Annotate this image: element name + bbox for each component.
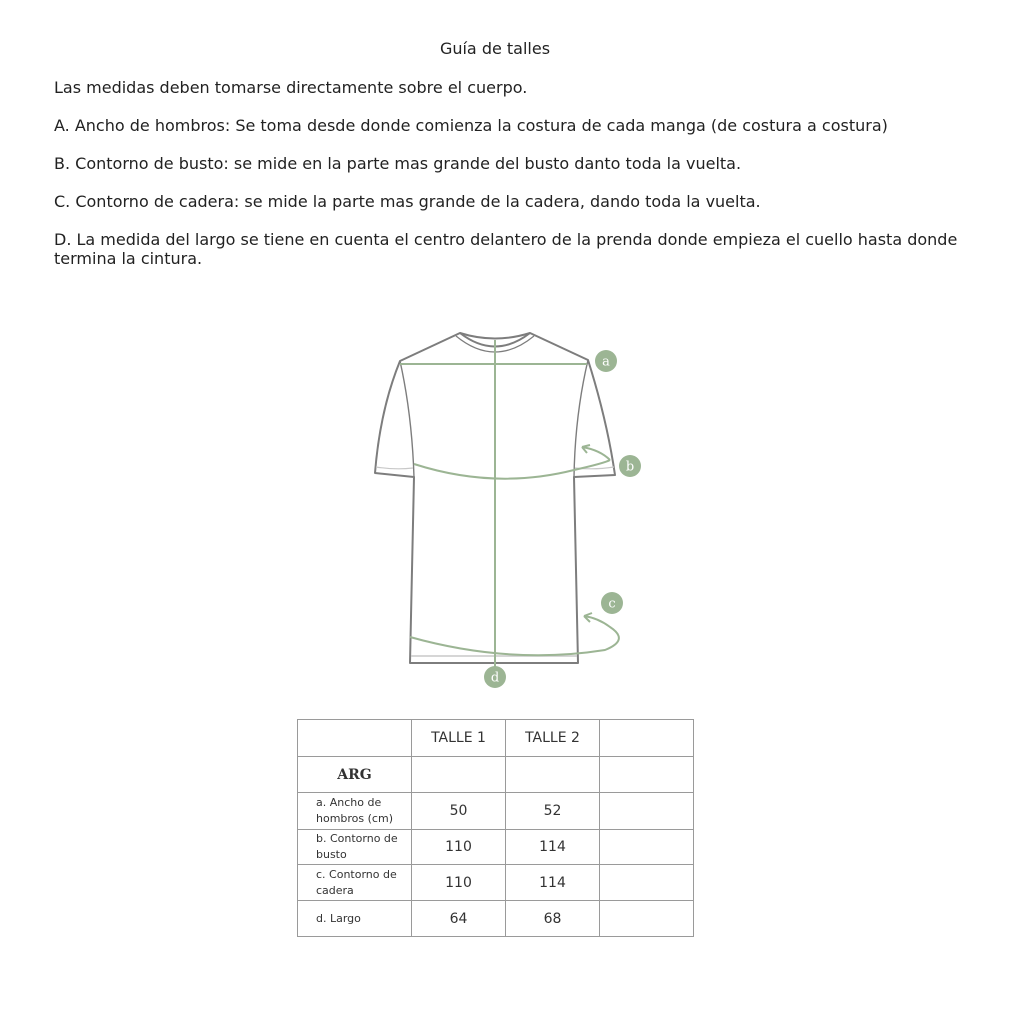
intro-paragraph: Las medidas deben tomarse directamente sobre el cuerpo. bbox=[54, 78, 528, 97]
talle-1-value: 64 bbox=[412, 901, 506, 937]
talle-1-value: 110 bbox=[412, 865, 506, 901]
table-row-region bbox=[298, 757, 694, 793]
instruction-a: A. Ancho de hombros: Se toma desde donde comienza la costura de cada manga (de costura a costura) bbox=[54, 116, 888, 135]
table-row bbox=[298, 901, 694, 937]
instruction-b: B. Contorno de busto: se mide en la parte mas grande del busto danto toda la vuelta. bbox=[54, 154, 742, 173]
talle-1-value: 110 bbox=[412, 830, 506, 865]
empty-cell bbox=[600, 901, 694, 937]
marker-b-label: b bbox=[625, 459, 635, 475]
marker-d-label: d bbox=[490, 670, 500, 686]
table-header-row bbox=[298, 720, 694, 757]
header-cell-empty bbox=[298, 720, 412, 757]
table-row bbox=[298, 865, 694, 901]
instruction-d: D. La medida del largo se tiene en cuenta el centro delantero de la prenda donde empieza el cuello hasta donde termina la cintura. bbox=[54, 230, 958, 268]
header-cell-empty bbox=[600, 720, 694, 757]
marker-d bbox=[484, 666, 506, 688]
region-label: ARG bbox=[298, 757, 412, 793]
empty-cell bbox=[600, 793, 694, 830]
empty-cell bbox=[412, 757, 506, 793]
table-row bbox=[298, 830, 694, 865]
talle-2-value: 68 bbox=[506, 901, 600, 937]
header-talle-1: TALLE 1 bbox=[412, 720, 506, 757]
marker-a bbox=[595, 350, 617, 372]
table-row bbox=[298, 793, 694, 830]
marker-c bbox=[601, 592, 623, 614]
talle-2-value: 114 bbox=[506, 865, 600, 901]
size-table bbox=[297, 719, 694, 937]
page-title: Guía de talles bbox=[439, 39, 551, 58]
measurement-lines bbox=[400, 340, 619, 672]
row-label: c. Contorno de cadera bbox=[298, 865, 412, 901]
header-talle-2: TALLE 2 bbox=[506, 720, 600, 757]
talle-2-value: 52 bbox=[506, 793, 600, 830]
row-label: a. Ancho de hombros (cm) bbox=[298, 793, 412, 830]
tshirt-measurement-diagram bbox=[360, 320, 660, 695]
instruction-c: C. Contorno de cadera: se mide la parte mas grande de la cadera, dando toda la vuelta. bbox=[54, 192, 761, 211]
row-label: b. Contorno de busto bbox=[298, 830, 412, 865]
row-label: d. Largo bbox=[298, 901, 412, 937]
empty-cell bbox=[600, 865, 694, 901]
empty-cell bbox=[506, 757, 600, 793]
talle-1-value: 50 bbox=[412, 793, 506, 830]
marker-b bbox=[619, 455, 641, 477]
marker-a-label: a bbox=[602, 354, 610, 370]
empty-cell bbox=[600, 757, 694, 793]
empty-cell bbox=[600, 830, 694, 865]
marker-c-label: c bbox=[608, 596, 616, 612]
talle-2-value: 114 bbox=[506, 830, 600, 865]
